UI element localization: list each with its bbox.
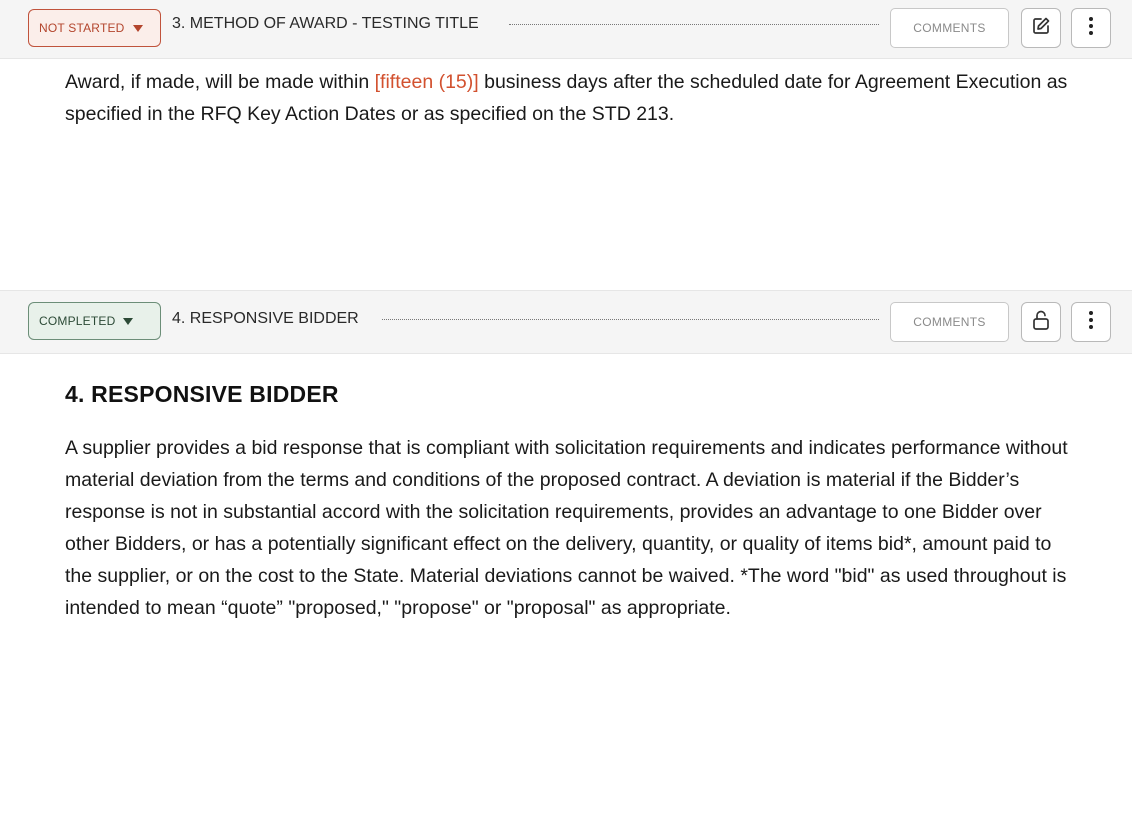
status-dropdown-not-started[interactable] (28, 9, 161, 47)
highlighted-term: [fifteen (15)] (374, 71, 479, 93)
comments-button[interactable]: COMMENTS (890, 302, 1009, 342)
caret-down-icon (133, 25, 143, 32)
body-text-start: Award, if made, will be made within (65, 71, 375, 93)
section-3-title: 3. METHOD OF AWARD - TESTING TITLE (172, 15, 479, 32)
status-dropdown-completed[interactable] (28, 302, 161, 340)
more-options-button[interactable] (1071, 8, 1111, 48)
section-3-header (0, 0, 1132, 59)
status-label: COMPLETED (39, 314, 116, 328)
caret-down-icon (123, 318, 133, 325)
section-3-body (65, 66, 1075, 130)
body-text-end: business days after the scheduled date for Agreement Execution as specified in the RFQ Key Action Dates or as specified on the STD 213. (65, 71, 1068, 125)
more-options-button[interactable] (1071, 302, 1111, 342)
unlock-button[interactable] (1021, 302, 1061, 342)
more-vertical-icon (1088, 310, 1094, 335)
section-4-heading: 4. RESPONSIVE BIDDER (65, 381, 339, 407)
comments-button[interactable]: COMMENTS (890, 8, 1009, 48)
title-leader-line (509, 24, 879, 25)
edit-icon (1031, 16, 1051, 41)
more-vertical-icon (1088, 16, 1094, 41)
status-label: NOT STARTED (39, 21, 125, 35)
unlock-icon (1031, 309, 1051, 336)
section-4-body: A supplier provides a bid response that is compliant with solicitation requirements and indicates performance without material deviation from the terms and conditions of the proposed contract. A deviation is material if the Bidder’s response is not in substantial accord with the solicitation requirements, provides an advantage to one Bidder over other Bidders, or has a potentially significant effect on the delivery, quantity, or quality of items bid*, amount paid to the supplier, or on the cost to the State. Material deviations cannot be waived. *The word "bid" as used throughout is intended to mean “quote” "proposed," "propose" or "proposal" as appropriate. (65, 437, 1068, 619)
section-4-title: 4. RESPONSIVE BIDDER (172, 310, 359, 327)
edit-button[interactable] (1021, 8, 1061, 48)
section-4-header (0, 290, 1132, 354)
title-leader-line (382, 319, 879, 320)
